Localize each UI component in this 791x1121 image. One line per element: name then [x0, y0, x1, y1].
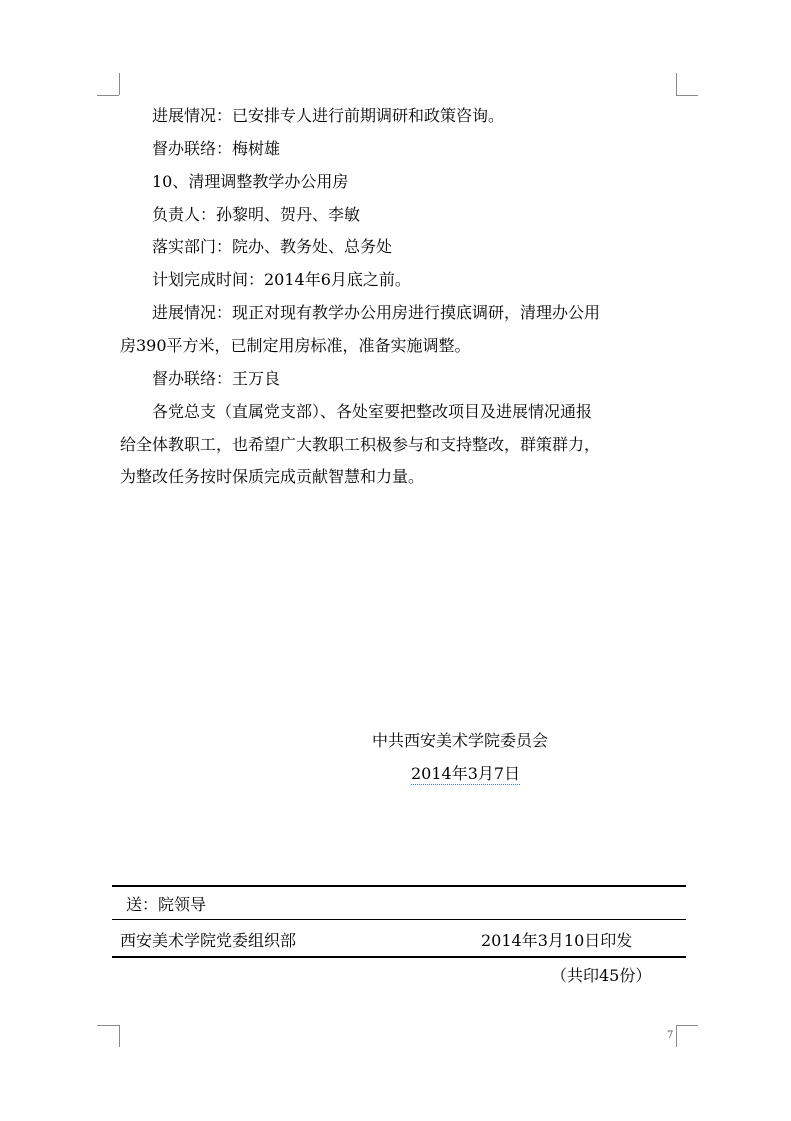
body-line-item-10-title: 10、清理调整教学办公用房: [152, 172, 349, 191]
crop-mark-top-right: [676, 95, 698, 96]
crop-mark-bottom-right: [676, 1025, 677, 1047]
crop-mark-bottom-left: [97, 1025, 119, 1026]
crop-mark-bottom-left: [119, 1025, 120, 1047]
crop-mark-top-left: [119, 73, 120, 95]
issuer: 西安美术学院党委组织部: [120, 931, 297, 950]
body-line-closing-1: 各党总支（直属党支部）、各处室要把整改项目及进展情况通报: [152, 402, 593, 421]
crop-mark-top-left: [97, 95, 119, 96]
crop-mark-bottom-right: [676, 1025, 698, 1026]
body-line-deadline: 计划完成时间：2014年6月底之前。: [152, 270, 411, 289]
body-line-supervisor-2: 督办联络：王万良: [152, 369, 281, 388]
body-line-responsible: 负责人：孙黎明、贺丹、李敏: [152, 205, 361, 224]
body-line-progress-2-cont: 房390平方米，已制定用房标准，准备实施调整。: [120, 336, 471, 355]
issue-date: 2014年3月10日印发: [481, 931, 633, 950]
body-line-departments: 落实部门：院办、教务处、总务处: [152, 237, 393, 256]
signature-date: [411, 764, 520, 784]
body-line-closing-3: 为整改任务按时保质完成贡献智慧和力量。: [120, 467, 425, 486]
signature-date-text: 2014年3月7日: [411, 764, 521, 783]
send-to: 送：院领导: [126, 895, 207, 914]
copies-count: （共印45份）: [551, 966, 652, 985]
footer-rule-bottom: [112, 956, 686, 958]
body-line-progress-1: 进展情况：已安排专人进行前期调研和政策咨询。: [152, 106, 505, 125]
body-line-closing-2: 给全体教职工，也希望广大教职工积极参与和支持整改，群策群力，: [120, 435, 601, 454]
page-number: 7: [667, 1030, 674, 1041]
body-line-progress-2: 进展情况：现正对现有教学办公用房进行摸底调研，清理办公用: [152, 303, 601, 322]
crop-mark-top-right: [676, 73, 677, 95]
footer-rule-middle: [112, 919, 686, 920]
footer-rule-top: [112, 885, 686, 887]
signature-org: 中共西安美术学院委员会: [372, 731, 549, 750]
body-line-supervisor-1: 督办联络：梅树雄: [152, 139, 281, 158]
